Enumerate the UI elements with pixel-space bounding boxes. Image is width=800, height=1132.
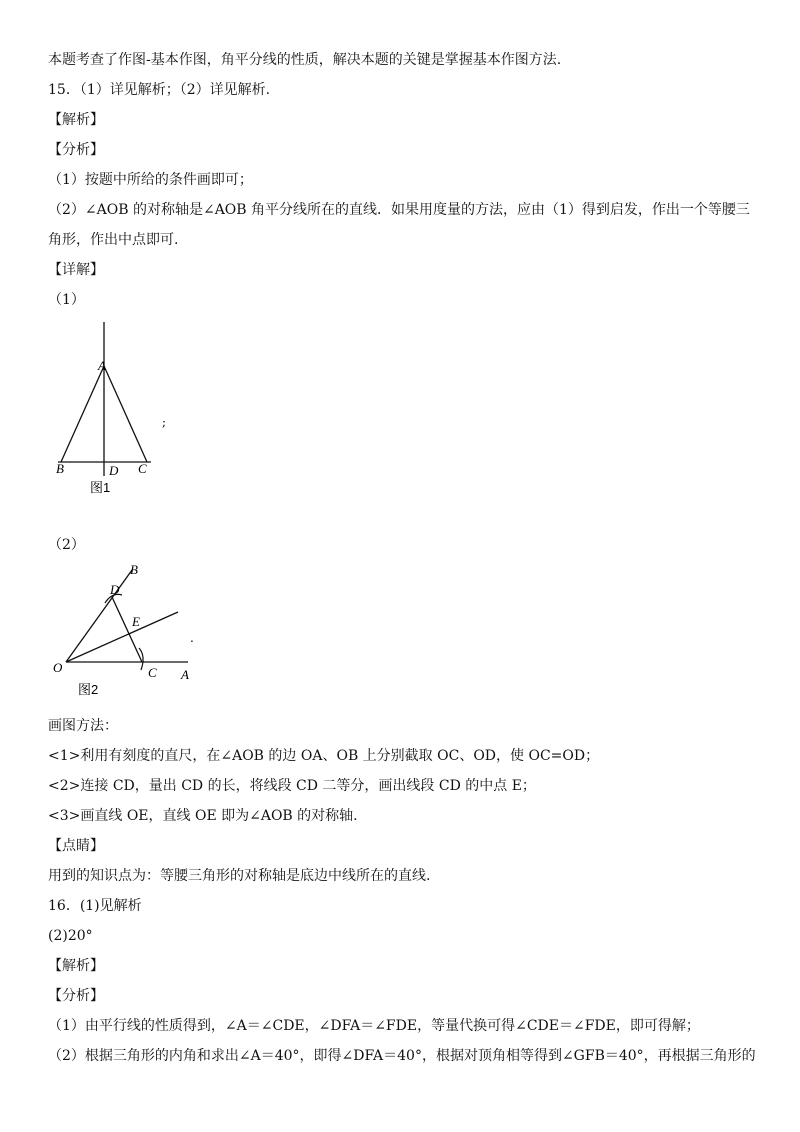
trailing-punctuation: . (190, 631, 194, 645)
section-tag-jiexi: 【解析】 (48, 958, 104, 974)
answer-heading-16: 16．(1)见解析 (48, 898, 142, 914)
point-label-a: A (98, 358, 106, 373)
figure-1-isosceles-triangle (48, 318, 188, 498)
step-1: <1>利用有刻度的直尺，在∠AOB 的边 OA、OB 上分别截取 OC、OD，使 OC=OD； (48, 748, 600, 764)
figure-2-caption: 图2 (78, 682, 99, 697)
text-line: （1）按题中所给的条件画即可； (48, 172, 253, 188)
section-tag-fenxi: 【分析】 (48, 142, 104, 158)
side-ac (104, 366, 147, 462)
text-line: 角形，作出中点即可. (48, 232, 179, 248)
part-label-1: （1） (48, 292, 85, 308)
answer-line: (2)20° (48, 928, 93, 944)
text-line: （2）根据三角形的内角和求出∠A＝40°，即得∠DFA＝40°，根据对顶角相等得到∠GFB＝40°，再根据三角形的 (48, 1048, 756, 1064)
ray-ob (66, 570, 132, 662)
point-label-e: E (132, 614, 140, 629)
point-label-a: A (181, 667, 189, 682)
step-3: <3>画直线 OE，直线 OE 即为∠AOB 的对称轴. (48, 808, 358, 824)
point-label-o: O (53, 660, 63, 675)
text-line: （1）由平行线的性质得到，∠A＝∠CDE，∠DFA＝∠FDE，等量代换可得∠CDE＝∠FDE，即可得解； (48, 1018, 700, 1034)
part-label-2: （2） (48, 537, 85, 553)
point-label-d: D (109, 463, 119, 478)
point-label-d: D (110, 582, 120, 597)
point-label-c: C (148, 665, 157, 680)
side-ab (61, 366, 104, 462)
step-2: <2>连接 CD，量出 CD 的长，将线段 CD 二等分，画出线段 CD 的中点 E； (48, 778, 536, 794)
point-label-c: C (138, 461, 147, 476)
text-line: 用到的知识点为：等腰三角形的对称轴是底边中线所在的直线. (48, 868, 431, 884)
point-label-b: B (130, 562, 138, 577)
text-line: 画图方法： (48, 718, 118, 734)
section-tag-fenxi: 【分析】 (48, 988, 104, 1004)
trailing-punctuation: ; (162, 415, 167, 429)
answer-heading-15: 15．（1）详见解析；（2）详见解析. (48, 82, 271, 98)
section-tag-xiangjie: 【详解】 (48, 262, 104, 278)
figure-2-angle-bisector (48, 556, 208, 701)
section-tag-dianjing: 【点睛】 (48, 838, 104, 854)
section-tag-jiexi: 【解析】 (48, 112, 104, 128)
figure-1-caption: 图1 (90, 480, 111, 495)
point-label-b: B (56, 461, 64, 476)
text-line: 本题考查了作图-基本作图，角平分线的性质，解决本题的关键是掌握基本作图方法. (48, 52, 562, 68)
text-line: （2）∠AOB 的对称轴是∠AOB 角平分线所在的直线．如果用度量的方法，应由（1）得到启发，作出一个等腰三 (48, 202, 750, 218)
